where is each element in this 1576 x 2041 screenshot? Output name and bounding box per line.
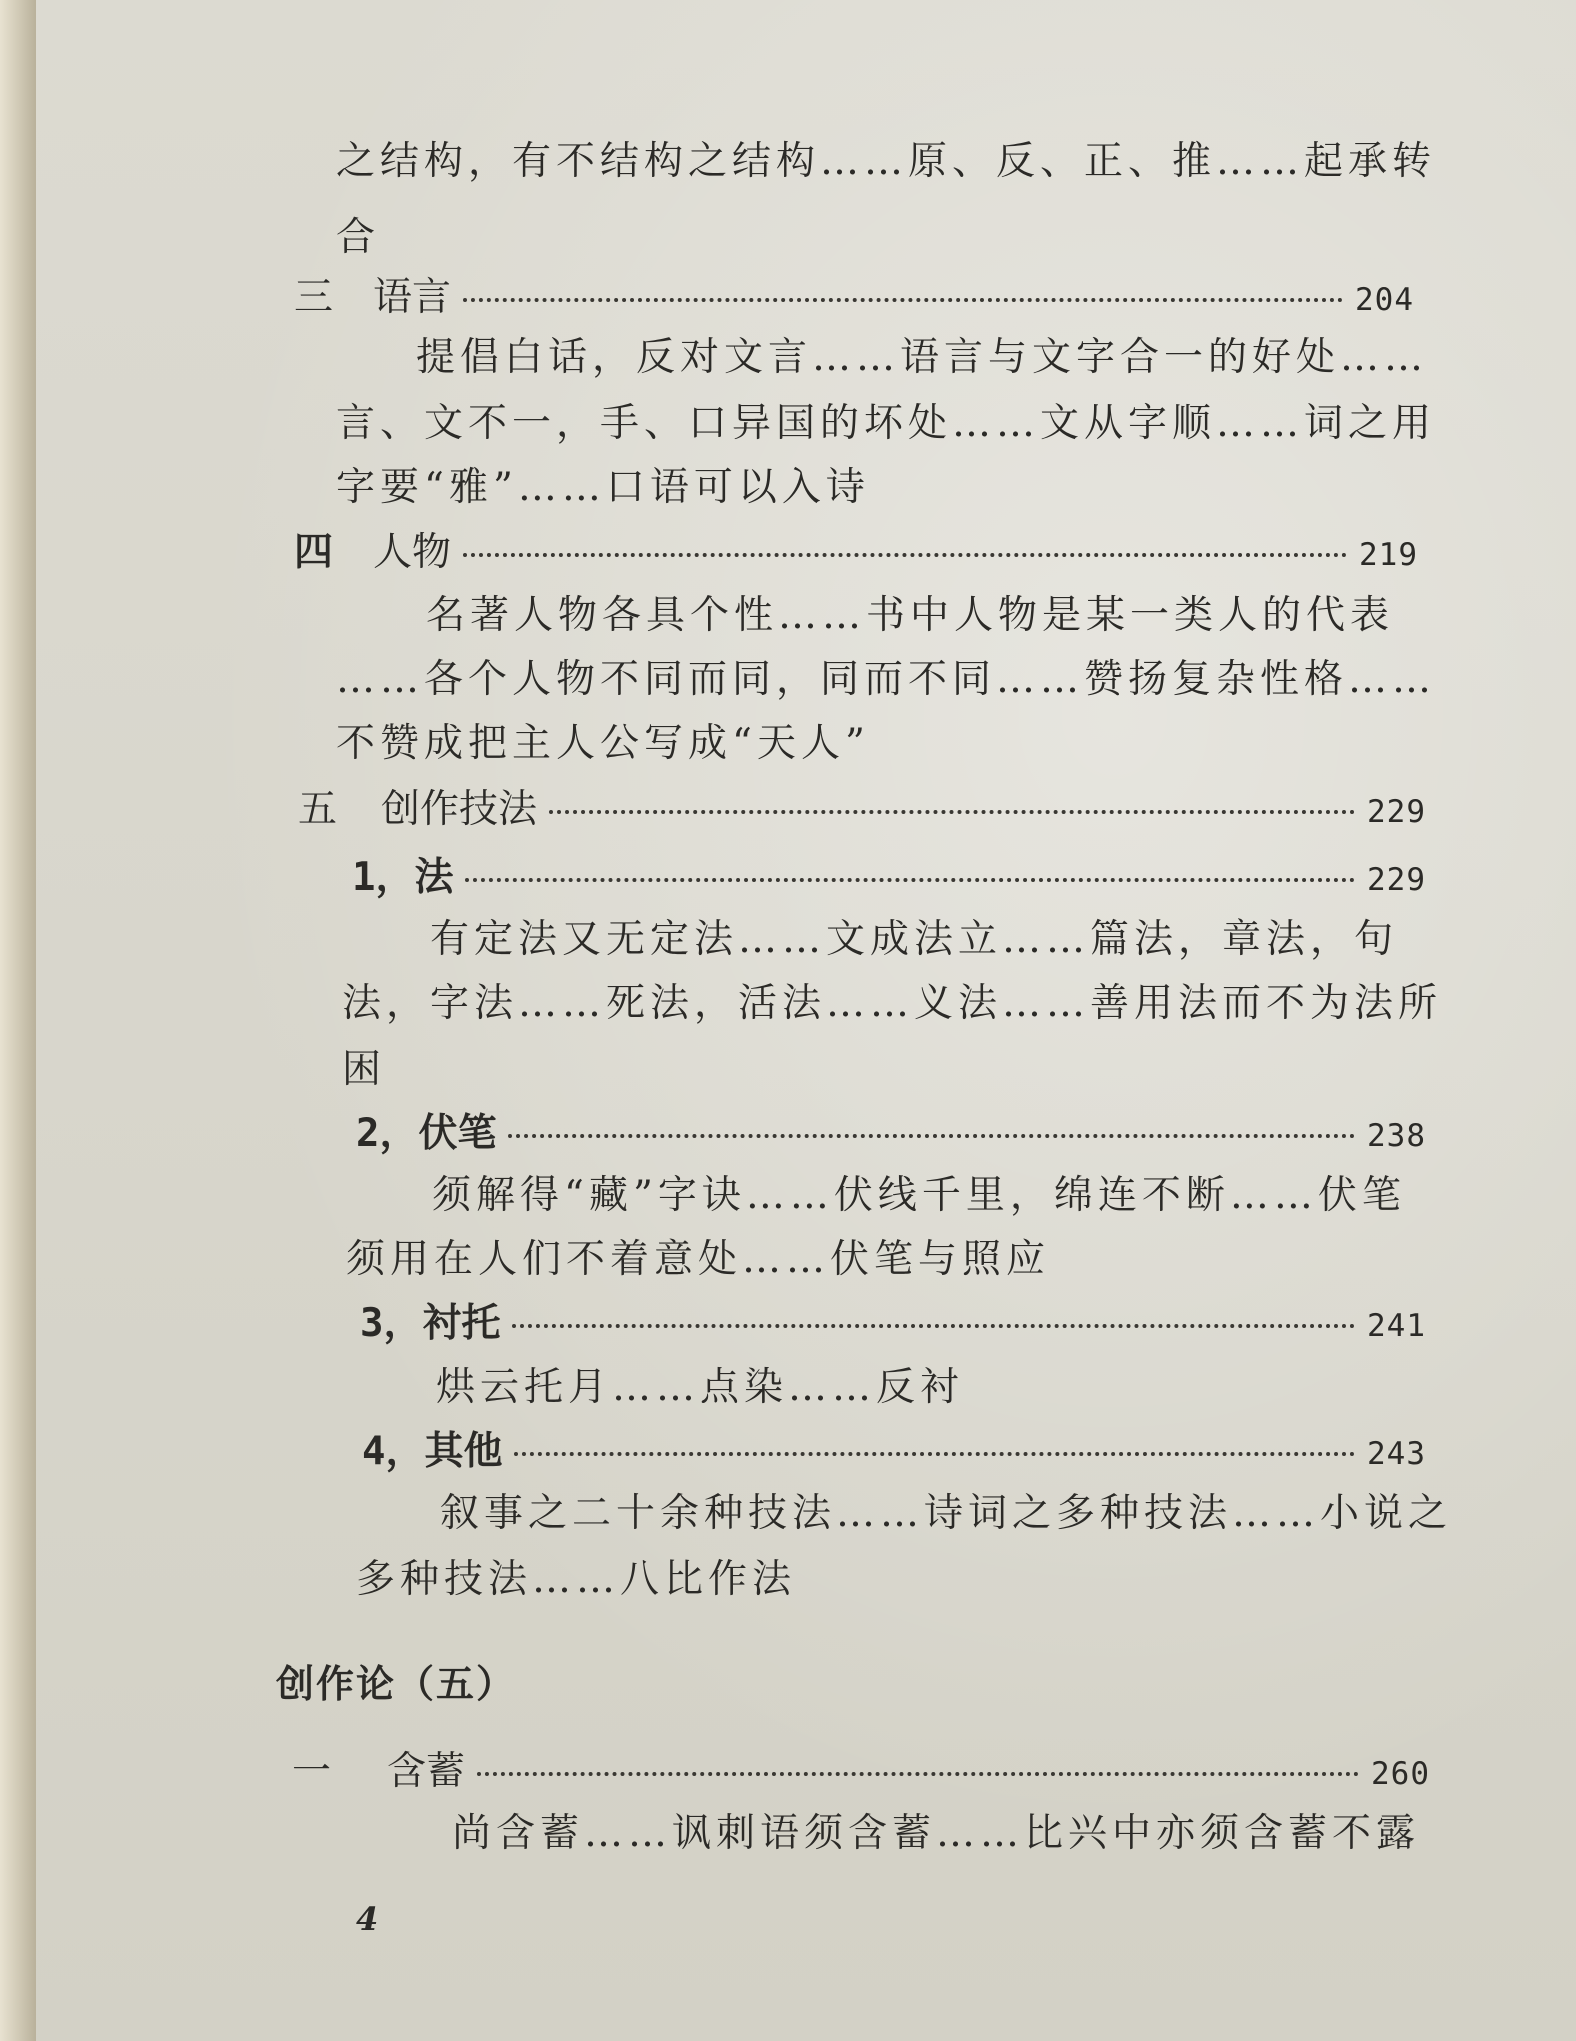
desc-line: 名著人物各具个性……书中人物是某一类人的代表 [426, 593, 1395, 638]
desc-line: ……各个人物不同而同，同而不同……赞扬复杂性格…… [336, 657, 1437, 702]
chapter-heading: 创作论（五） [276, 1662, 517, 1706]
page-number: 219 [1359, 537, 1418, 573]
page-number: 229 [1367, 794, 1426, 830]
toc-entry-characters[interactable] [294, 528, 1418, 579]
section-number: 三 [294, 275, 334, 320]
toc-subentry-method[interactable] [352, 854, 1426, 904]
book-spine-edge [0, 0, 36, 2041]
subsection-label: 2，伏笔 [356, 1111, 497, 1156]
page-number: 229 [1367, 862, 1426, 898]
desc-line: 困 [342, 1047, 387, 1092]
desc-line: 须解得“藏”字诀……伏线千里，绵连不断……伏笔 [432, 1173, 1406, 1218]
page-number: 238 [1367, 1118, 1426, 1154]
desc-line: 提倡白话，反对文言……语言与文字合一的好处…… [416, 335, 1429, 380]
desc-line: 叙事之二十余种技法……诗词之多种技法……小说之 [440, 1491, 1453, 1536]
page-folio-number: 4 [356, 1900, 379, 1938]
dot-leader [477, 1772, 1359, 1776]
subsection-label: 4，其他 [362, 1429, 503, 1474]
toc-entry-implicitness[interactable] [292, 1748, 1430, 1798]
desc-line: 多种技法……八比作法 [356, 1557, 797, 1602]
dot-leader [549, 810, 1355, 814]
section-number: 五 [298, 787, 338, 832]
page-number: 260 [1371, 1756, 1430, 1792]
dot-leader [463, 298, 1343, 302]
intro-line-2: 合 [336, 215, 381, 260]
toc-subentry-other[interactable] [362, 1428, 1426, 1478]
desc-line: 烘云托月……点染……反衬 [436, 1365, 965, 1410]
dot-leader [512, 1324, 1355, 1328]
desc-line: 有定法又无定法……文成法立……篇法，章法，句 [430, 917, 1399, 962]
page-number: 241 [1367, 1308, 1426, 1344]
desc-line: 不赞成把主人公写成“天人” [336, 721, 870, 766]
desc-line: 须用在人们不着意处……伏笔与照应 [346, 1237, 1051, 1282]
dot-leader [514, 1452, 1355, 1456]
dot-leader [465, 878, 1355, 882]
desc-line: 字要“雅”……口语可以入诗 [336, 465, 870, 510]
section-title: 语言 [373, 275, 452, 320]
page-number: 204 [1355, 282, 1414, 318]
desc-line: 法，字法……死法，活法……义法……善用法而不为法所 [342, 981, 1443, 1026]
section-title: 含蓄 [387, 1749, 466, 1794]
desc-line: 言、文不一，手、口异国的坏处……文从字顺……词之用 [336, 401, 1437, 446]
section-title: 人物 [373, 530, 452, 575]
dot-leader [463, 553, 1347, 557]
section-number: 一 [292, 1749, 332, 1794]
subsection-label: 1，法 [352, 855, 454, 900]
section-title: 创作技法 [381, 787, 538, 832]
page-number: 243 [1367, 1436, 1426, 1472]
toc-subentry-foreshadowing[interactable] [356, 1110, 1426, 1160]
toc-subentry-contrast[interactable] [360, 1300, 1426, 1350]
dot-leader [508, 1134, 1355, 1138]
book-page [36, 0, 1576, 2041]
subsection-label: 3，衬托 [360, 1301, 501, 1346]
desc-line: 尚含蓄……讽刺语须含蓄……比兴中亦须含蓄不露 [452, 1811, 1421, 1856]
intro-line-1: 之结构，有不结构之结构……原、反、正、推……起承转 [336, 139, 1437, 184]
toc-entry-language[interactable] [294, 274, 1414, 324]
section-number: 四 [294, 529, 334, 575]
toc-entry-techniques[interactable] [298, 786, 1426, 836]
